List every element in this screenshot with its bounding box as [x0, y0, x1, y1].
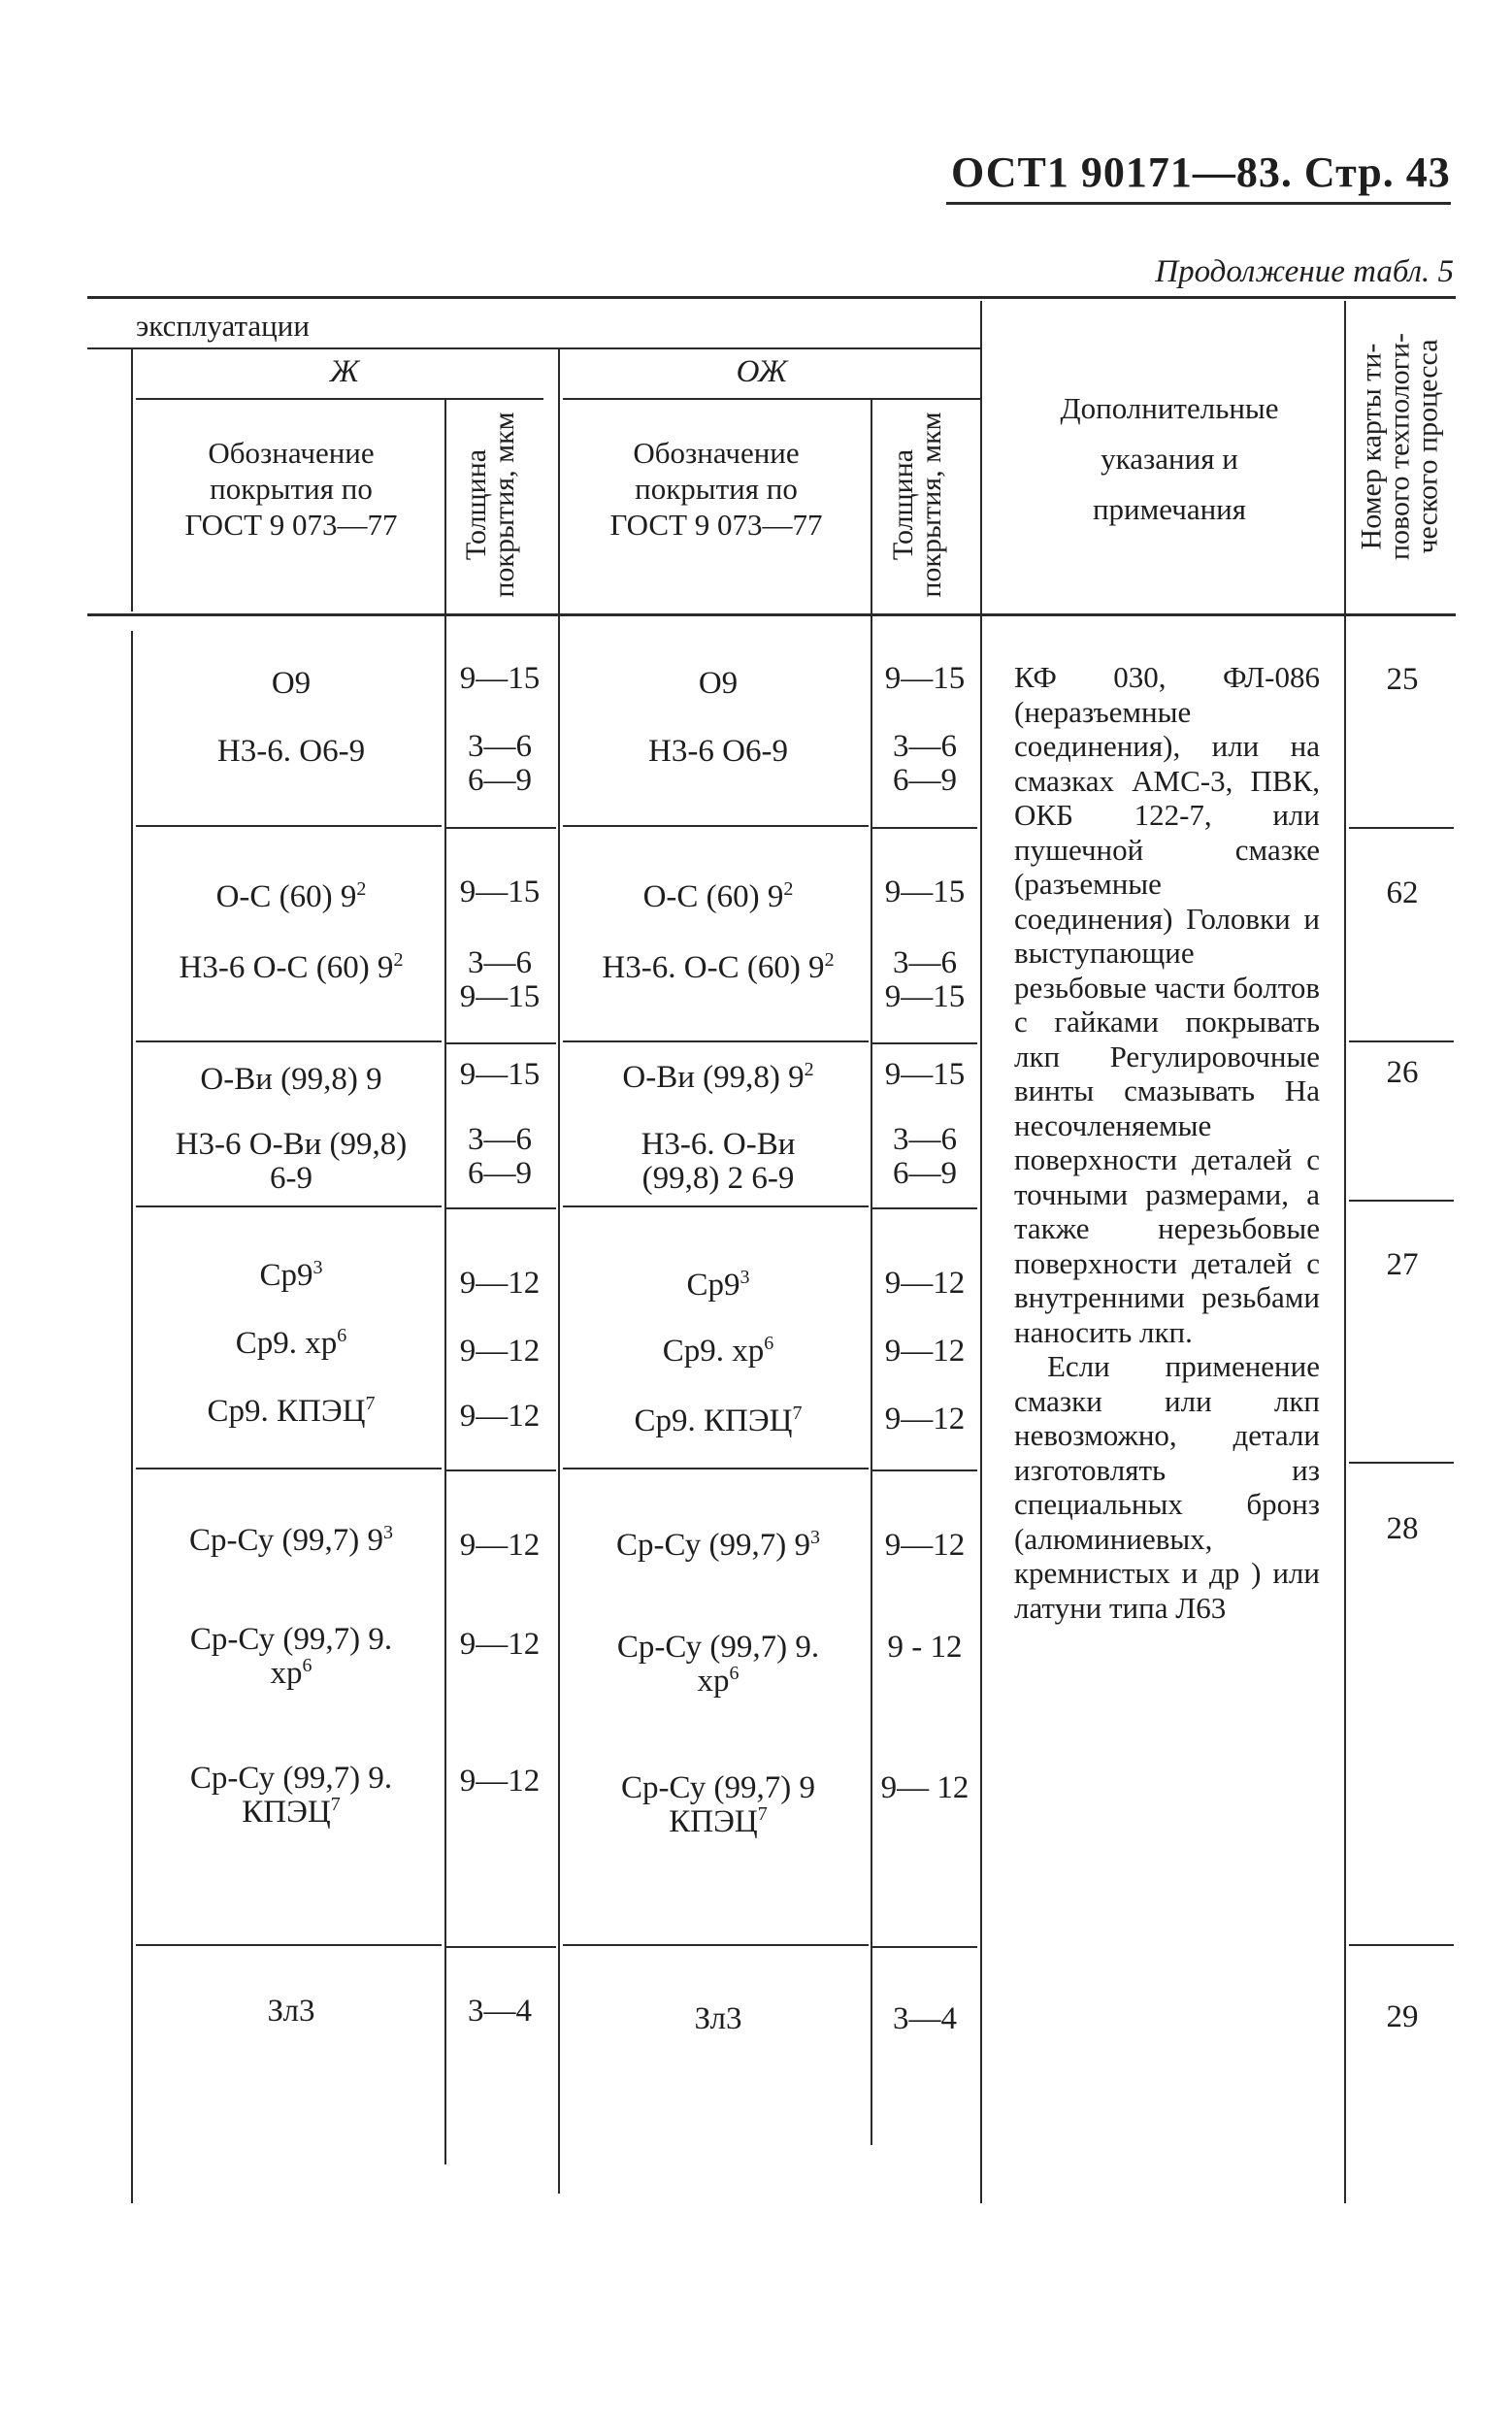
designation-text: О-С (60) 9 [215, 879, 357, 914]
row-separator [871, 1946, 977, 1948]
designation-text: Ср-Су (99,7) 9. КПЭЦ [189, 1761, 393, 1830]
table-continuation-label: Продолжение табл. 5 [1155, 254, 1454, 289]
thickness-zh: 9—12 [459, 1334, 541, 1369]
designation-text: Ср-Су (99,7) 9 [189, 1523, 383, 1558]
card-number: 62 [1386, 875, 1419, 910]
row-separator [444, 827, 556, 829]
designation-ozh [568, 1335, 869, 1369]
designation-text: Ср-Су (99,7) 9. хр [616, 1630, 820, 1699]
thickness-zh: 9—15 [459, 875, 541, 909]
row-separator [444, 1207, 556, 1209]
footnote-ref: 2 [393, 949, 404, 971]
designation-ozh [568, 1061, 869, 1095]
row-separator [444, 1469, 556, 1471]
thickness-ozh: 9—15 [884, 875, 966, 909]
row-separator [136, 825, 442, 827]
designation-zh: Н3-6. О6-9 [216, 734, 366, 769]
table-top-border [87, 296, 1456, 299]
col-heading-card-line-3: ческого процесса [1411, 339, 1444, 554]
page-header: ОСТ1 90171—83. Стр. 43 [951, 149, 1451, 196]
row-separator [871, 1207, 977, 1209]
thickness-ozh: 9—12 [884, 1266, 966, 1301]
designation-text: Н3-6 О-С (60) 9 [179, 950, 394, 985]
col-line-left-body [131, 631, 133, 2203]
card-number: 29 [1386, 1999, 1419, 2034]
thickness-ozh: 9 - 12 [887, 1630, 963, 1665]
thickness-zh: 3—6 6—9 [468, 1122, 532, 1191]
row-separator [444, 1042, 556, 1044]
header-bottom-border [87, 613, 1456, 616]
row-separator [563, 1040, 869, 1042]
row-separator [1349, 1462, 1454, 1464]
footnote-ref: 2 [804, 1059, 814, 1080]
thickness-zh: 9—12 [459, 1627, 541, 1662]
notes-paragraph-1: КФ 030, ФЛ-086 (неразъемные соединения), или на смазках АМС-3, ПВК, ОКБ 122-7, или пушечной смазке (разъемные соединения) Головки и выступающие резьбовые части болтов с гайками покрывать лкп Регулировочные винты смазывать На несочленяемые поверхности деталей с точными размерами, а также нерезьбовые поверхности деталей с внутренними резьбами наносить лкп. [1014, 660, 1320, 1349]
designation-ozh [568, 1529, 869, 1563]
designation-ozh: О9 [698, 666, 739, 701]
footnote-ref: 2 [783, 878, 794, 900]
thickness-ozh: 3—6 6—9 [893, 1122, 957, 1191]
row-separator [136, 1468, 442, 1469]
group-rule-ozh [563, 398, 980, 400]
footnote-ref: 6 [764, 1333, 774, 1354]
thickness-zh: 9—12 [459, 1764, 541, 1799]
thickness-zh: 9—12 [459, 1266, 541, 1301]
designation-zh [141, 1623, 442, 1691]
notes-text [1014, 660, 1320, 1625]
designation-text: Ср9. КПЭЦ [207, 1394, 366, 1429]
designation-ozh [568, 1771, 869, 1839]
designation-text: О-С (60) 9 [642, 879, 784, 914]
col-line-left [131, 349, 133, 611]
designation-text: О-Ви (99,8) 9 [622, 1060, 805, 1095]
row-separator [871, 1469, 977, 1471]
footnote-ref: 3 [809, 1527, 820, 1548]
footnote-ref: 2 [356, 878, 367, 900]
designation-zh [141, 880, 442, 914]
footnote-ref: 7 [365, 1393, 376, 1414]
footnote-ref: 6 [337, 1325, 347, 1346]
thickness-ozh: 9—12 [884, 1334, 966, 1369]
designation-text: Ср9. хр [662, 1334, 765, 1369]
row-separator [136, 1040, 442, 1042]
operating-conditions-label: эксплуатации [136, 309, 310, 343]
designation-ozh: Н3-6 О6-9 [648, 734, 788, 769]
footnote-ref: 3 [740, 1267, 750, 1288]
row-separator [1349, 1944, 1454, 1946]
col-heading-designation-zh: Обозначение покрытия по ГОСТ 9 073—77 [184, 436, 398, 542]
designation-zh: Н3-6 О-Ви (99,8) 6-9 [175, 1127, 408, 1196]
designation-zh: Зл3 [267, 1994, 315, 2029]
designation-zh [141, 1524, 442, 1558]
designation-text: Ср9 [686, 1268, 740, 1303]
row-separator [563, 1205, 869, 1207]
row-separator [136, 1944, 442, 1946]
col-heading-card-number [1355, 301, 1444, 592]
designation-ozh [568, 1631, 869, 1699]
thickness-zh: 3—4 [468, 1994, 532, 2029]
thickness-zh: 3—6 6—9 [468, 729, 532, 798]
designation-ozh: Н3-6. О-Ви (99,8) 2 6-9 [641, 1127, 796, 1196]
row-separator [563, 1944, 869, 1946]
designation-zh: О-Ви (99,8) 9 [200, 1062, 382, 1097]
card-number: 26 [1386, 1055, 1419, 1090]
row-separator [1349, 1040, 1454, 1042]
row-separator [1349, 1200, 1454, 1202]
row-separator [136, 1205, 442, 1207]
designation-zh [141, 1395, 442, 1429]
group-heading-ozh: ОЖ [736, 354, 788, 389]
thickness-ozh: 9—15 [884, 661, 966, 696]
designation-ozh [568, 1404, 869, 1438]
designation-text: Ср9. хр [235, 1326, 338, 1361]
footnote-ref: 3 [312, 1257, 323, 1278]
col-line-card [1344, 301, 1346, 2203]
card-number: 25 [1386, 662, 1419, 697]
thickness-ozh: 9—12 [884, 1528, 966, 1563]
header-underline [946, 202, 1451, 205]
thickness-zh: 9—12 [459, 1528, 541, 1563]
designation-ozh [568, 1269, 869, 1303]
designation-ozh [568, 951, 869, 985]
designation-zh [141, 1327, 442, 1361]
footnote-ref: 2 [824, 949, 835, 971]
designation-text: Ср9. КПЭЦ [634, 1403, 793, 1438]
col-line-zh-end [558, 349, 560, 2194]
thickness-zh: 3—6 9—15 [459, 945, 541, 1014]
designation-text: Ср9 [259, 1258, 313, 1293]
card-number: 27 [1386, 1247, 1419, 1282]
thickness-ozh: 3—4 [893, 2001, 957, 2036]
thickness-zh: 9—15 [459, 1057, 541, 1092]
row-separator [871, 1042, 977, 1044]
row-separator [1349, 827, 1454, 829]
designation-zh [141, 1259, 442, 1293]
notes-paragraph-2: Если применение смазки или лкп невозможно, детали изготовлять из специальных бронз (алюминиевых, кремнистых и др ) или латуни типа Л63 [1014, 1349, 1320, 1625]
row-separator [563, 1468, 869, 1469]
footnote-ref: 6 [729, 1663, 740, 1684]
header-rule [87, 347, 980, 349]
footnote-ref: 7 [757, 1803, 768, 1825]
group-rule-zh [136, 398, 543, 400]
col-heading-card-line-2: пового техпологи- [1383, 332, 1416, 561]
footnote-ref: 3 [382, 1522, 393, 1543]
designation-text: Ср-Су (99,7) 9 КПЭЦ [621, 1770, 815, 1839]
col-heading-thickness-ozh: Толщина покрытия, мкм [887, 412, 947, 598]
thickness-ozh: 9—12 [884, 1402, 966, 1436]
designation-zh [141, 951, 442, 985]
designation-text: Ср-Су (99,7) 9 [616, 1528, 810, 1563]
footnote-ref: 6 [302, 1655, 312, 1676]
designation-ozh: Зл3 [694, 2001, 742, 2036]
col-heading-thickness-zh: Толщина покрытия, мкм [460, 412, 520, 598]
col-line-ozh-end [980, 301, 982, 2203]
thickness-ozh: 3—6 6—9 [893, 729, 957, 798]
footnote-ref: 7 [792, 1403, 803, 1424]
thickness-ozh: 9— 12 [880, 1770, 970, 1805]
col-heading-card-line-1: Номер карты ти- [1355, 343, 1388, 550]
row-separator [444, 1946, 556, 1948]
designation-ozh [568, 880, 869, 914]
designation-text: Н3-6. О-С (60) 9 [602, 950, 825, 985]
col-heading-notes: Дополнительные указания и примечания [1060, 391, 1279, 526]
thickness-zh: 9—12 [459, 1399, 541, 1434]
group-heading-zh: Ж [329, 354, 360, 389]
thickness-zh: 9—15 [459, 661, 541, 696]
designation-text: Ср-Су (99,7) 9. хр [189, 1622, 393, 1691]
thickness-ozh: 3—6 9—15 [884, 945, 966, 1014]
designation-zh: О9 [271, 666, 312, 701]
col-heading-designation-ozh: Обозначение покрытия по ГОСТ 9 073—77 [609, 436, 823, 542]
designation-zh [141, 1762, 442, 1830]
card-number: 28 [1386, 1511, 1419, 1546]
row-separator [871, 827, 977, 829]
footnote-ref: 7 [330, 1794, 341, 1815]
row-separator [563, 825, 869, 827]
thickness-ozh: 9—15 [884, 1057, 966, 1092]
